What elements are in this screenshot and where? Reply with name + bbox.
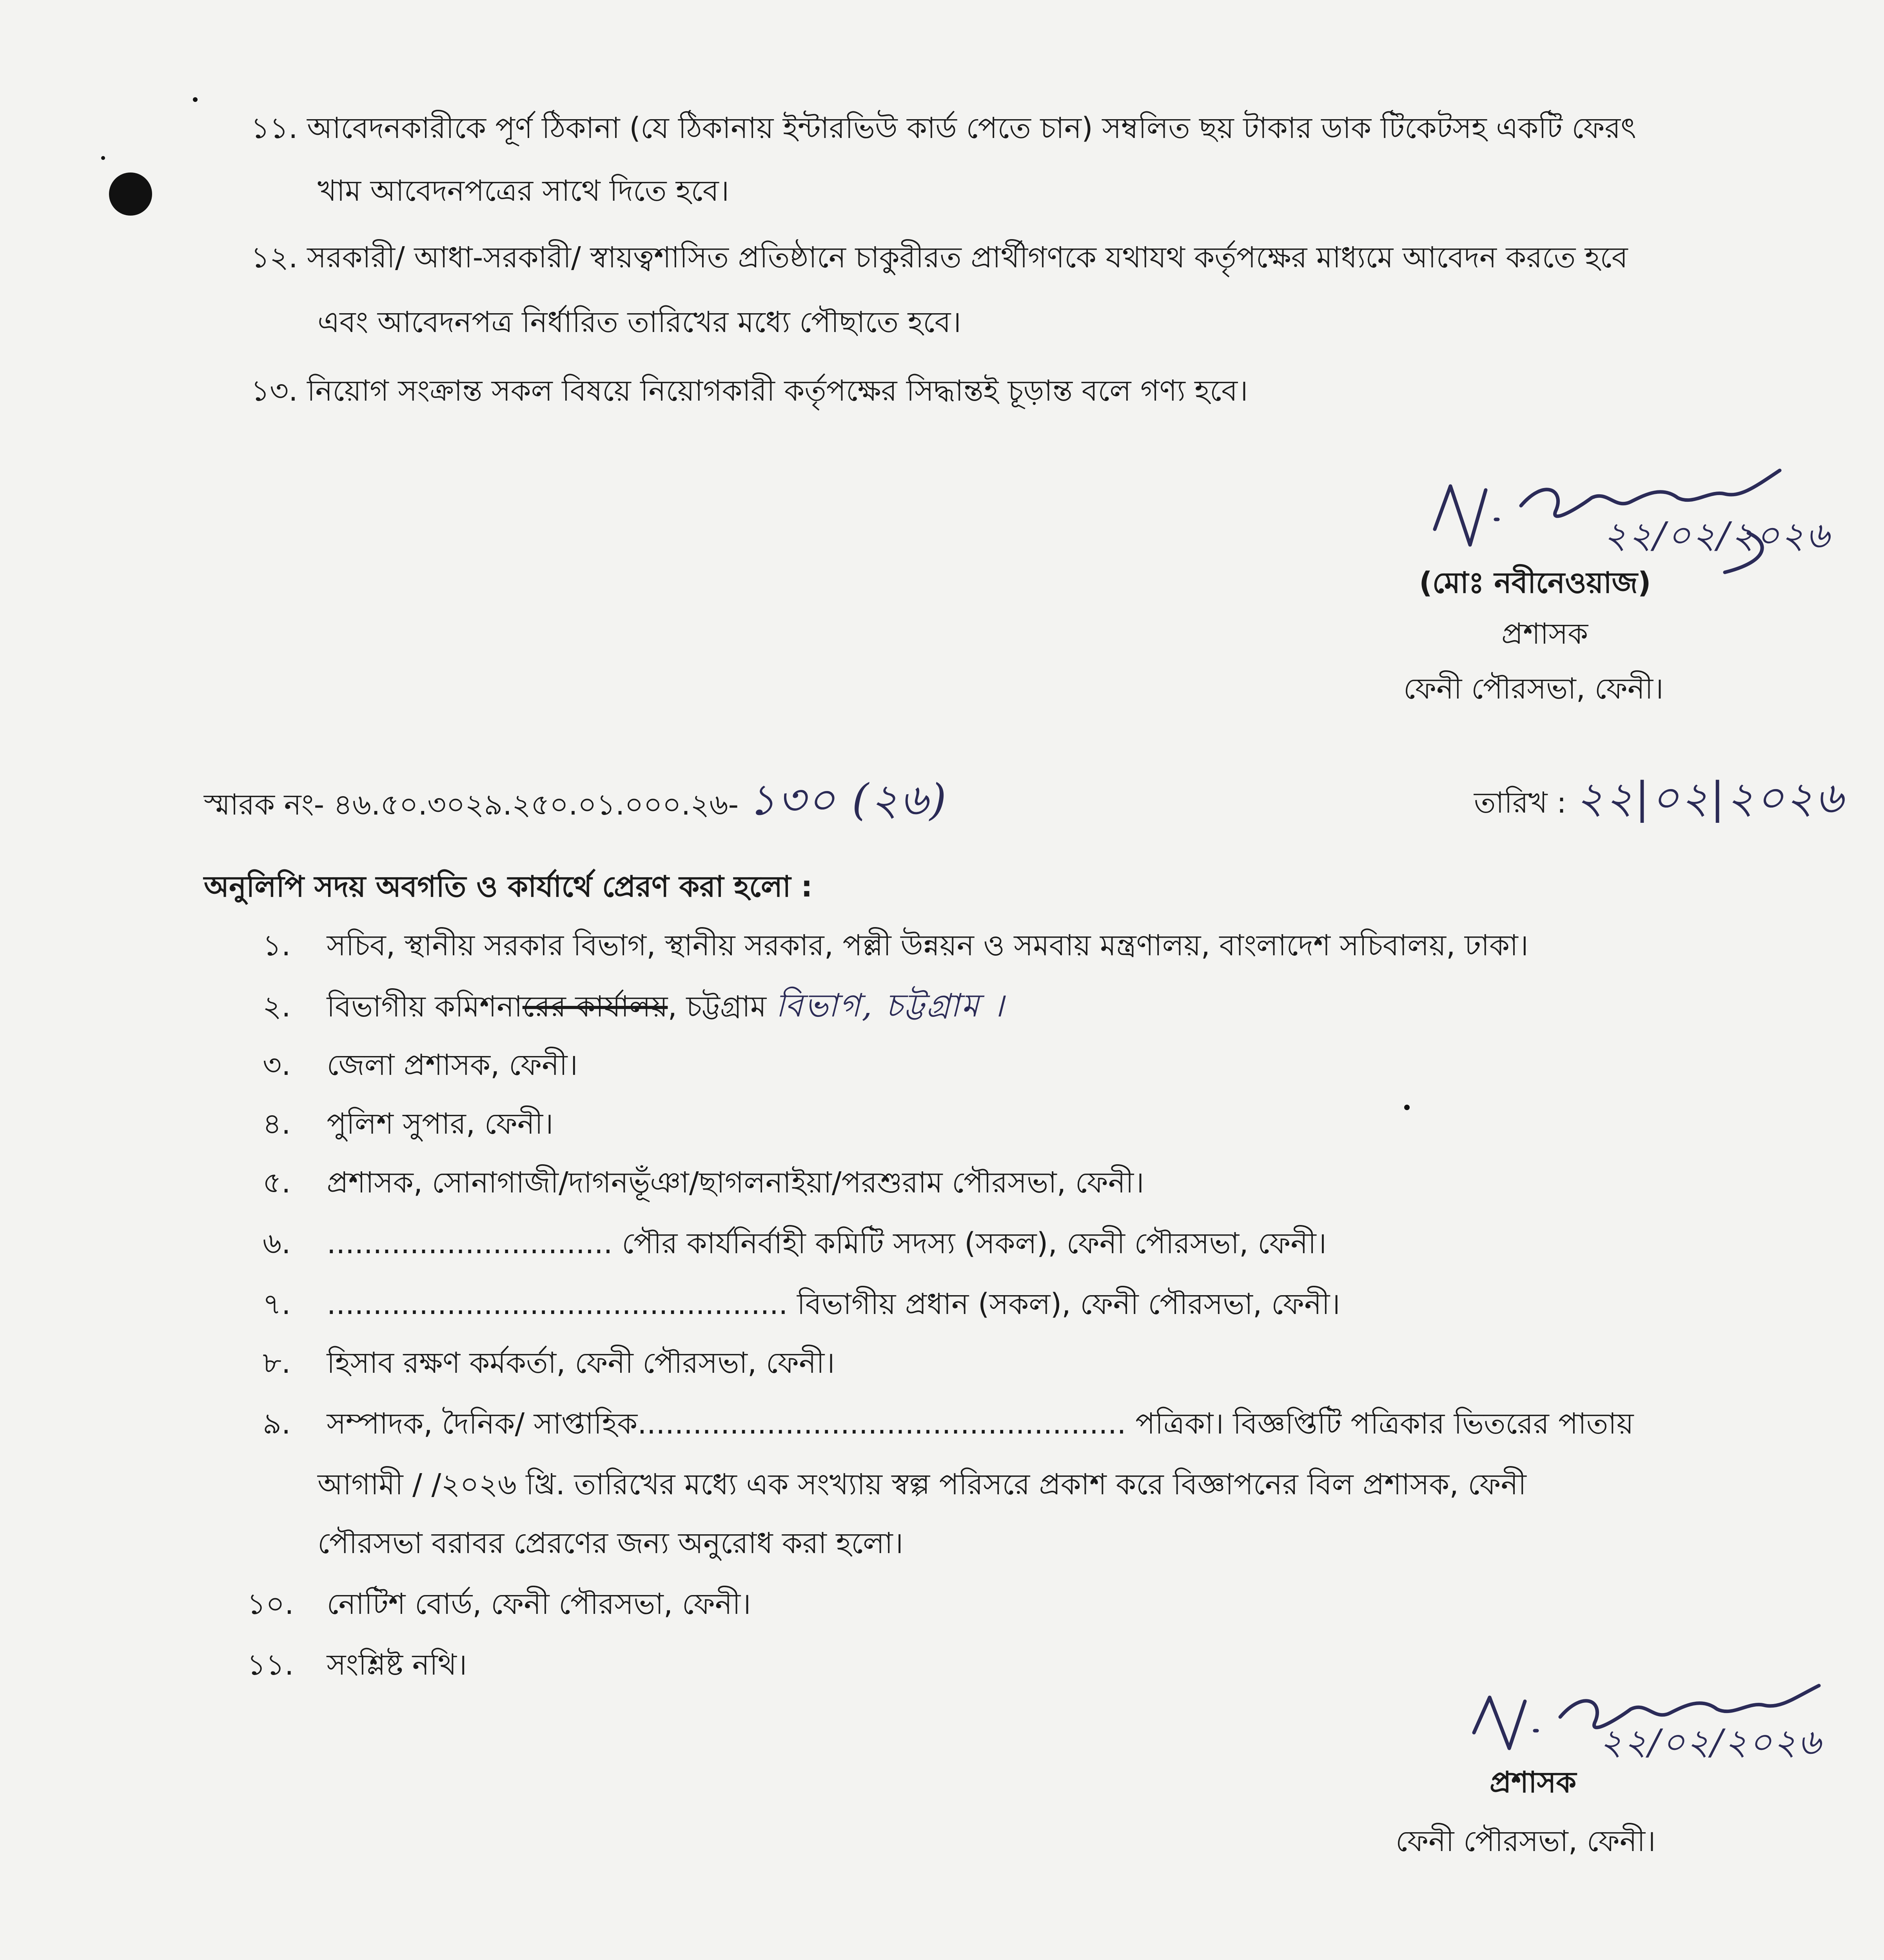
condition-text: নিয়োগ সংক্রান্ত সকল বিষয়ে নিয়োগকারী কর্তৃপক্ষের সিদ্ধান্তই চূড়ান্ত বলে গণ্য হবে।	[307, 374, 1248, 408]
copy-item-6	[263, 1229, 1327, 1258]
copy-item-7	[263, 1287, 1340, 1321]
memo-label: স্মারক নং- ৪৬.৫০.৩০২৯.২৫০.০১.০০০.২৬-	[204, 788, 739, 822]
copy-number: ২.	[263, 990, 291, 1024]
signatory-office: ফেনী পৌরসভা, ফেনী।	[1403, 672, 1664, 706]
copy-number: ৯.	[263, 1407, 291, 1441]
copy-text: প্রশাসক, সোনাগাজী/দাগনভূঁঞা/ছাগলনাইয়া/পরশুরাম পৌরসভা, ফেনী।	[327, 1166, 1144, 1200]
copy-text: বিভাগীয় কমিশনা	[327, 990, 523, 1024]
copy-text: সচিব, স্থানীয় সরকার বিভাগ, স্থানীয় সরকার, পল্লী উন্নয়ন ও সমবায় মন্ত্রণালয়, বাংলাদেশ সচিবালয়, ঢাকা।	[327, 929, 1528, 962]
copy-item-1	[263, 931, 1528, 960]
copy-text: সংশ্লিষ্ট নথি।	[327, 1648, 467, 1682]
signatory-name: (মোঃ নবীনেওয়াজ)	[1419, 566, 1651, 600]
punch-hole-mark	[109, 172, 152, 216]
memo-handwritten-date: ২২|০২|২০২৬	[1575, 773, 1845, 823]
condition-13	[251, 374, 1248, 408]
copy-text: পুলিশ সুপার, ফেনী।	[327, 1107, 554, 1141]
date-label: তারিখ :	[1474, 786, 1566, 820]
copy-text: ............................... পৌর কার্যনির্বাহী কমিটি সদস্য (সকল), ফেনী পৌরসভা, ফেনী।	[327, 1227, 1327, 1260]
condition-11-continued: খাম আবেদনপত্রের সাথে দিতে হবে।	[318, 174, 730, 208]
condition-number: ১২.	[251, 241, 298, 274]
scan-speck	[193, 97, 198, 102]
copy-item-9-continued-2: পৌরসভা বরাবর প্রেরণের জন্য অনুরোধ করা হলো।	[318, 1526, 904, 1560]
copy-number: ১.	[263, 929, 291, 962]
signature-1	[1427, 443, 1799, 584]
copy-number: ৪.	[263, 1107, 291, 1141]
copy-item-8	[263, 1346, 835, 1380]
signature-2-date: ২২/০২/২০২৬	[1599, 1722, 1822, 1763]
copy-item-9	[263, 1407, 1634, 1441]
struck-text: রের কার্যালয়	[522, 990, 668, 1024]
memo-date-row	[1474, 773, 1845, 823]
condition-12	[251, 243, 1628, 272]
scan-speck	[1404, 1105, 1410, 1110]
handwritten-correction: বিভাগ, চট্টগ্রাম ।	[775, 987, 1006, 1024]
memo-number-row	[204, 775, 948, 825]
copy-item-11	[247, 1648, 467, 1682]
condition-text: আবেদনকারীকে পূর্ণ ঠিকানা (যে ঠিকানায় ইন্টারভিউ কার্ড পেতে চান) সম্বলিত ছয় টাকার ডাক টিকেটসহ একটি ফেরৎ	[307, 111, 1636, 145]
copy-item-9-continued-1: আগামী / /২০২৬ খ্রি. তারিখের মধ্যে এক সংখ্যায় স্বল্প পরিসরে প্রকাশ করে বিজ্ঞাপনের বিল প্রশাসক, ফেনী	[318, 1468, 1526, 1501]
copy-text: সম্পাদক, দৈনিক/ সাপ্তাহিক..................................................... পত্রিকা। বিজ্ঞপ্তিটি পত্রিকার ভিতরের পাতায়	[327, 1407, 1634, 1441]
copy-number: ৩.	[263, 1048, 291, 1082]
copy-text: , চট্টগ্রাম	[668, 990, 767, 1024]
copy-item-2	[263, 987, 1006, 1024]
signatory-title: প্রশাসক	[1490, 1766, 1577, 1799]
scan-speck	[101, 156, 105, 160]
signature-1-date: ২২/০২/২০২৬	[1603, 514, 1831, 556]
copy-number: ১১.	[247, 1648, 294, 1682]
copy-text: জেলা প্রশাসক, ফেনী।	[327, 1048, 578, 1082]
condition-12-continued: এবং আবেদনপত্র নির্ধারিত তারিখের মধ্যে পৌছাতে হবে।	[318, 305, 961, 339]
copy-text: হিসাব রক্ষণ কর্মকর্তা, ফেনী পৌরসভা, ফেনী।	[327, 1346, 835, 1380]
copy-text: নোটিশ বোর্ড, ফেনী পৌরসভা, ফেনী।	[327, 1587, 751, 1621]
signatory-office: ফেনী পৌরসভা, ফেনী।	[1396, 1824, 1656, 1858]
copy-number: ১০.	[247, 1587, 294, 1621]
copy-text: .................................................. বিভাগীয় প্রধান (সকল), ফেনী পৌরসভা, ফেনী।	[327, 1287, 1340, 1321]
signatory-title: প্রশাসক	[1501, 617, 1588, 651]
copy-item-5	[263, 1166, 1144, 1200]
copy-list-heading: অনুলিপি সদয় অবগতি ও কার্যার্থে প্রেরণ করা হলো :	[204, 870, 813, 904]
condition-text: সরকারী/ আধা-সরকারী/ স্বায়ত্বশাসিত প্রতিষ্ঠানে চাকুরীরত প্রার্থীগণকে যথাযথ কর্তৃপক্ষের মাধ্যমে আবেদন করতে হবে	[307, 241, 1628, 274]
condition-number: ১১.	[251, 111, 298, 145]
condition-11	[251, 111, 1636, 145]
condition-number: ১৩.	[251, 374, 298, 408]
copy-number: ৭.	[263, 1287, 291, 1321]
copy-number: ৫.	[263, 1166, 291, 1200]
memo-handwritten-number: ১৩০ (২৬)	[748, 775, 948, 825]
copy-number: ৬.	[263, 1227, 291, 1260]
copy-item-4	[263, 1107, 554, 1141]
copy-item-10	[247, 1587, 751, 1621]
copy-item-3	[263, 1048, 578, 1082]
copy-number: ৮.	[263, 1346, 291, 1380]
